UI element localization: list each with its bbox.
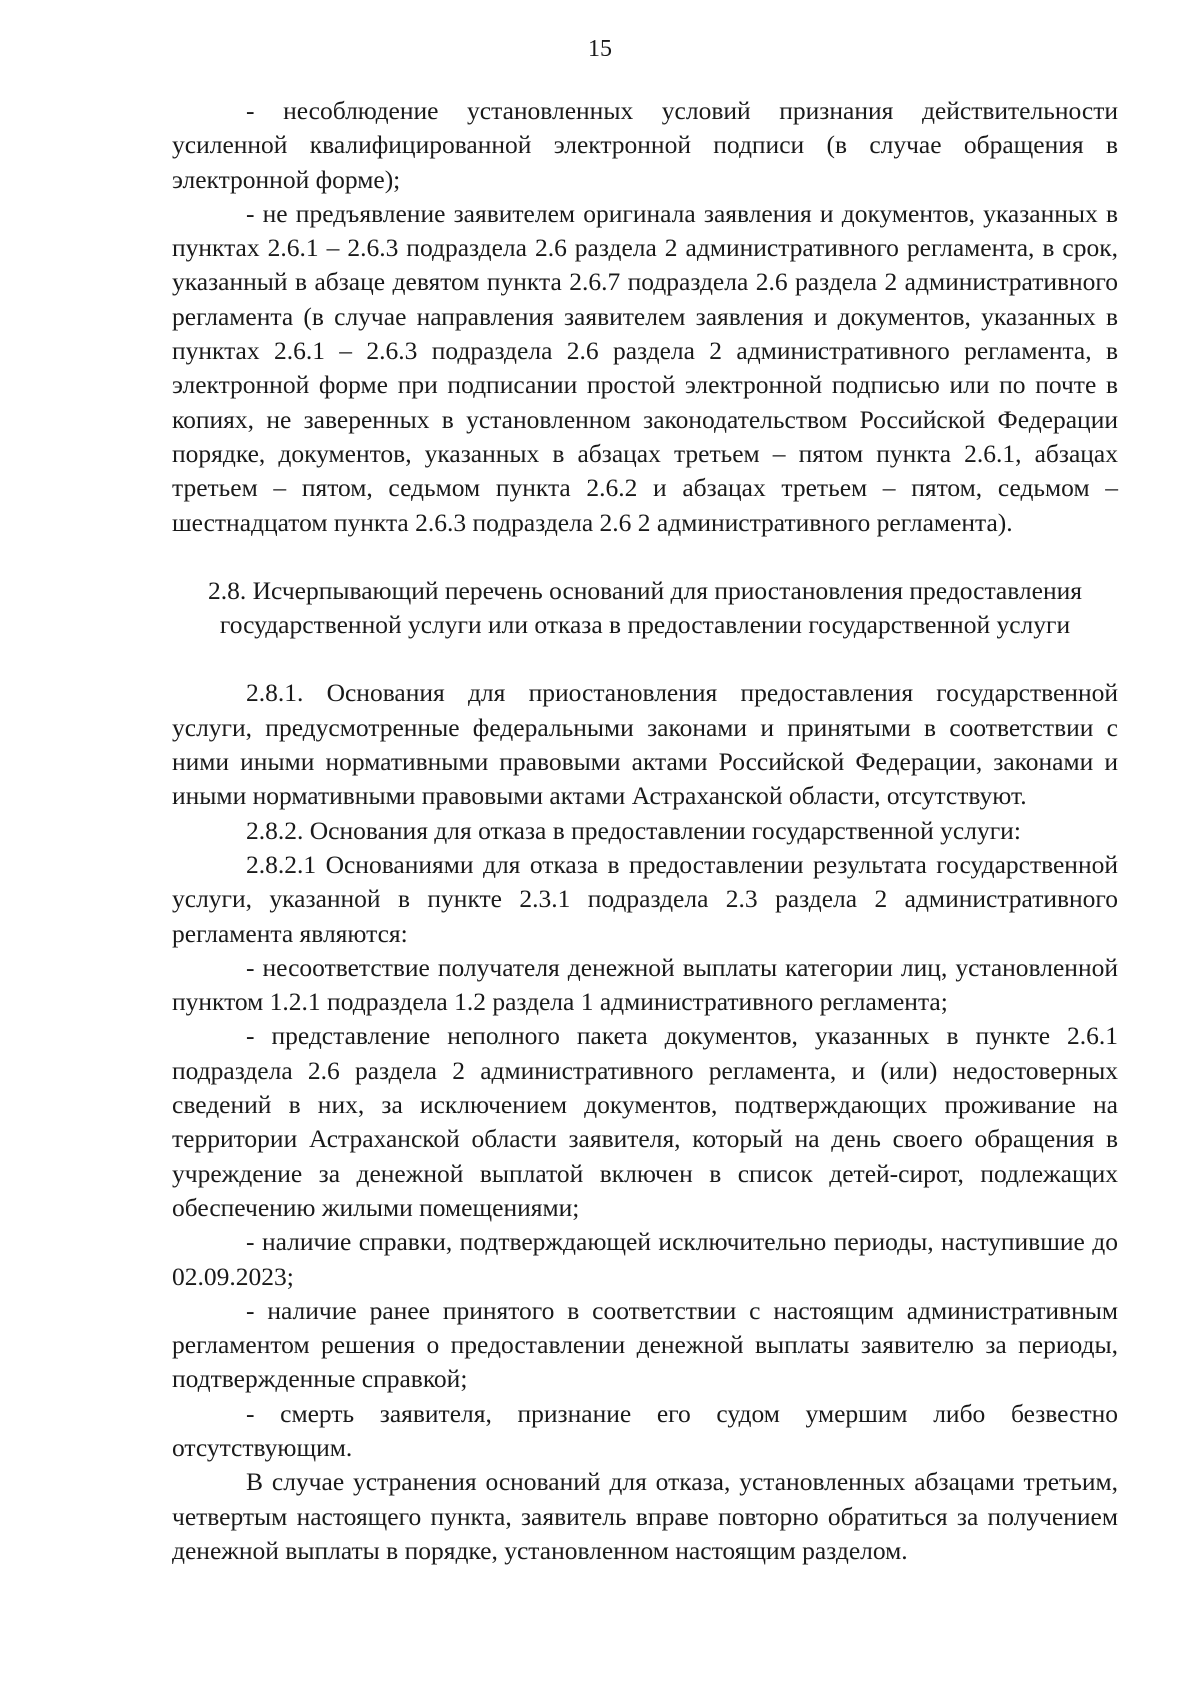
paragraph-bullet-death: - смерть заявителя, признание его судом умершим либо безвестно отсутствующим. <box>172 1398 1118 1462</box>
paragraph-bullet-incomplete-package: - представление неполного пакета документов, указанных в пункте 2.6.1 подраздела 2.6 раздела 2 административного регламента, и (или) недостоверных сведений в них, за исключением документов, подтверждающих проживание на территории Астраханской области заявителя, который на день своего обращения в учреждение за денежной выплатой включен в список детей-сирот, подлежащих обеспечению жилыми помещениями; <box>172 1021 1118 1222</box>
paragraph-bullet-prior-decision: - наличие ранее принятого в соответствии с настоящим административным регламентом решения о предоставлении денежной выплаты заявителю за периоды, подтвержденные справкой; <box>172 1295 1118 1394</box>
section-heading-line-2: государственной услуги или отказа в предоставлении государственной услуги <box>219 610 1071 640</box>
paragraph-bullet-signature: - несоблюдение установленных условий признания действительности усиленной квалифицированной электронной подписи (в случае обращения в электронной форме); <box>172 96 1118 194</box>
paragraph-2-8-2: 2.8.2. Основания для отказа в предоставлении государственной услуги: <box>246 815 1021 845</box>
section-heading-line-1: 2.8. Исчерпывающий перечень оснований для приостановления предоставления <box>208 575 1082 605</box>
paragraph-2-8-1: 2.8.1. Основания для приостановления предоставления государственной услуги, предусмотренные федеральными законами и принятыми в соответствии с ними иными нормативными правовыми актами Российской Федерации, законами и иными нормативными правовыми актами Астраханской области, отсутствуют. <box>172 678 1118 811</box>
page-number: 15 <box>588 36 612 62</box>
paragraph-bullet-original-documents: - не предъявление заявителем оригинала заявления и документов, указанных в пунктах 2.6.1 – 2.6.3 подраздела 2.6 раздела 2 административного регламента, в срок, указанный в абзаце девятом пункта 2.6.7 подраздела 2.6 раздела 2 административного регламента (в случае направления заявителем заявления и документов, указанных в пунктах 2.6.1 – 2.6.3 подраздела 2.6 раздела 2 административного регламента, в электронной форме при подписании простой электронной подписью или по почте в копиях, не заверенных в установленном законодательством Российской Федерации порядке, документов, указанных в абзацах третьем – пятом пункта 2.6.1, абзацах третьем – пятом, седьмом пункта 2.6.2 и абзацах третьем – пятом, седьмом – шестнадцатом пункта 2.6.3 подраздела 2.6 2 административного регламента). <box>172 198 1118 537</box>
paragraph-bullet-certificate-periods: - наличие справки, подтверждающей исключительно периоды, наступившие до 02.09.2023; <box>172 1227 1118 1291</box>
paragraph-2-8-2-1: 2.8.2.1 Основаниями для отказа в предоставлении результата государственной услуги, указанной в пункте 2.3.1 подраздела 2.3 раздела 2 административного регламента являются: <box>172 849 1118 948</box>
document-body <box>172 94 1118 1568</box>
paragraph-bullet-category-mismatch: - несоответствие получателя денежной выплаты категории лиц, установленной пунктом 1.2.1 подраздела 1.2 раздела 1 административного регламента; <box>172 952 1118 1017</box>
section-heading <box>172 574 1118 643</box>
paragraph-reapplication: В случае устранения оснований для отказа, установленных абзацами третьим, четвертым настоящего пункта, заявитель вправе повторно обратиться за получением денежной выплаты в порядке, установленном настоящим разделом. <box>172 1467 1118 1565</box>
